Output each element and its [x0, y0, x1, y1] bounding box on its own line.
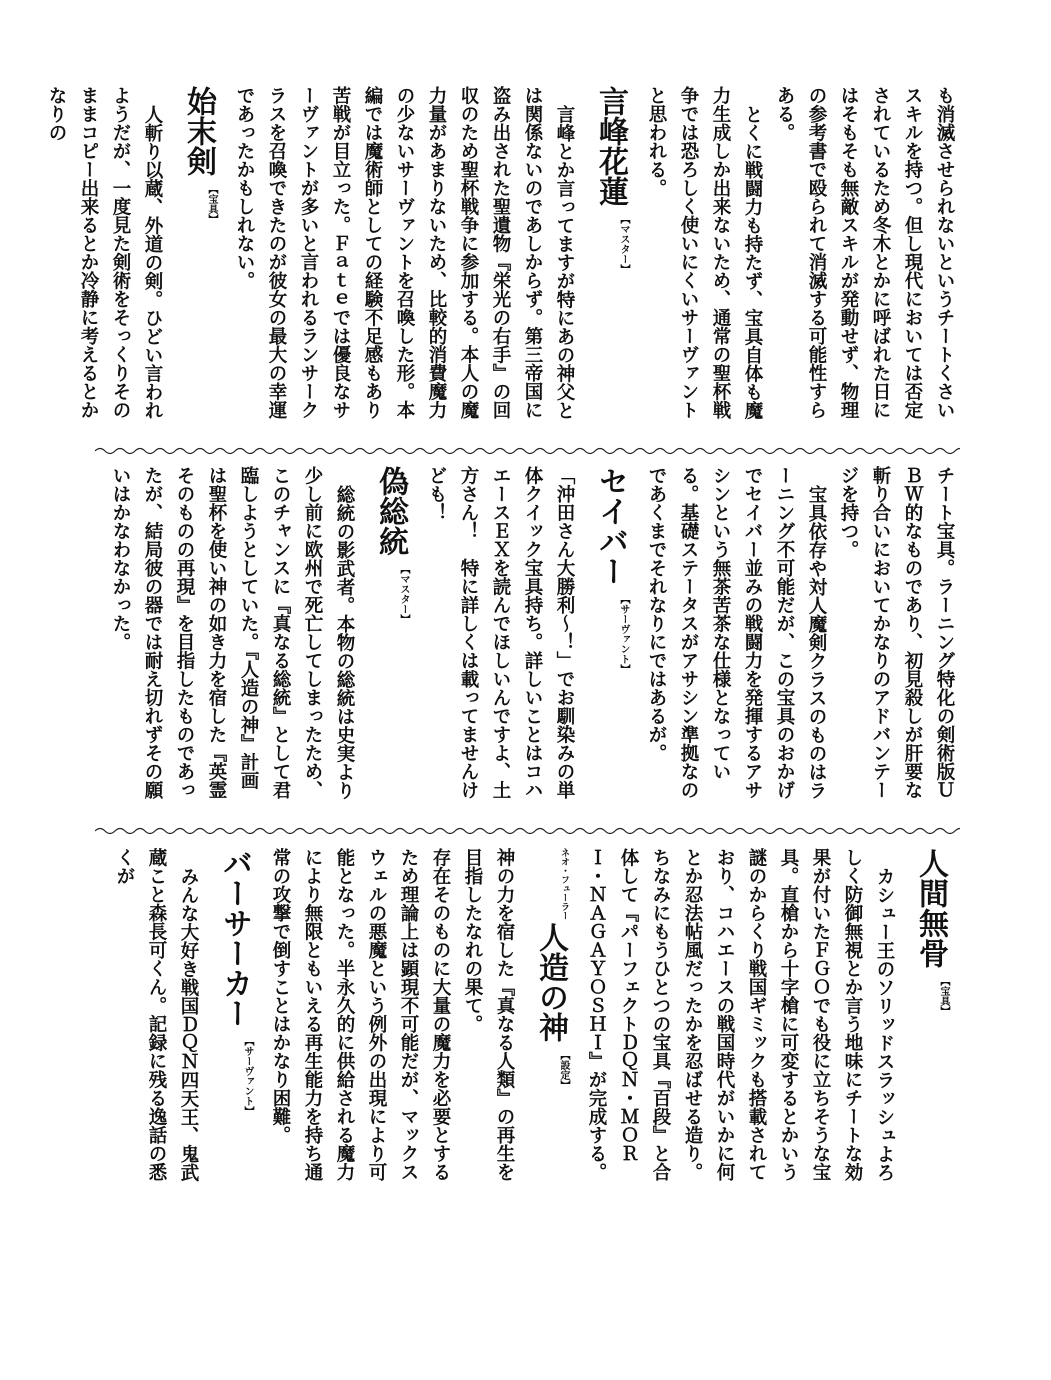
paragraph: 「沖田さん大勝利～！」でお馴染みの単体クイック宝具持ち。詳しいことはコハエースＥＸを読んでほしいんですよ、土方さん！ 特に詳しくは載ってませんけども！: [426, 466, 575, 799]
section-heading-berserker: [214, 848, 254, 1198]
tier-1-flow: [40, 86, 960, 432]
heading-tag: 【設定】: [558, 1050, 569, 1090]
heading-tag: 【マスター】: [618, 214, 629, 274]
paragraph: 言峰とか言ってますが特にあの神父とは関係ないのであしからず。第三帝国に盗み出された聖遺物『栄光の右手』の回収のため聖杯戦争に参加する。本人の魔力量があまりないため、比較的消費魔力の少ないサーヴァントを召喚した形。本編では魔術師としての経験不足感もあり苦戦が目立った。Ｆａｔｅでは優良なサーヴァントが多いと言われるランサークラスを召喚できたのが彼女の最大の幸運であったかもしれない。: [234, 86, 575, 419]
section-heading-shimatsu: [178, 86, 218, 432]
paragraph: とくに戦闘力も持たず、宝具自体も魔力生成しか出来ないため、通常の聖杯戦争では恐ろしく使いにくいサーヴァントと思われる。: [646, 86, 763, 419]
paragraph: 総統の影武者。本物の総統は史実より少し前に欧州で死亡してしまったため、このチャンスに『真なる総統』として君臨しようとしていた。『人造の神』計画は聖杯を使い神の如き力を宿した『英霊そのものの再現』を目指したものであったが、結局彼の器では耐え切れずその願いはかなわなかった。: [110, 466, 355, 799]
paragraph: みんな大好き戦国ＤＱＮ四天王、鬼武蔵こと森長可くん。記録に残る逸話の悉くが: [114, 848, 199, 1181]
section-heading-jinzou-no-kami: [530, 848, 570, 1198]
section-heading-nisesoutou: [370, 466, 410, 806]
paragraph: 宝具依存や対人魔剣クラスのものはラーニング不可能だが、この宝具のおかげでセイバー並みの戦闘力を発揮するアサシンという無茶苦茶な仕様となっている。基礎ステータスがアサシン準拠なのであくまでそれなりにではあるが。: [646, 466, 827, 799]
tier-1: [46, 86, 960, 432]
heading-title: 言峰花蓮: [593, 86, 628, 206]
heading-ruby: ネオ・フューラー: [559, 848, 569, 920]
tier-2-flow: [104, 466, 960, 806]
paragraph: 人斬り以蔵、外道の剣。ひどい言われようだが、一度見た剣術をそっくりそのままコピー出来るとか冷静に考えるとかなりの: [46, 86, 163, 419]
section-heading-kotomine: [590, 86, 630, 432]
wavy-divider: [95, 446, 960, 456]
heading-title: バーサーカー: [217, 848, 252, 1028]
paragraph: 存在そのものに大量の魔力を必要とするため理論上は顕現不可能だが、マックスウェルの悪魔という例外の出現により可能となった。半永久的に供給される魔力により無限ともいえる再生能力を持ち通常の攻撃で倒すことはかなり困難。: [270, 848, 451, 1181]
heading-tag: 【マスター】: [398, 564, 409, 624]
heading-title: 偽総統: [373, 466, 408, 556]
tier-3: [95, 848, 960, 1198]
paragraph: 神の力を宿した『真なる人類』の再生を目指したなれの果て。: [462, 848, 515, 1181]
heading-title: セイバー: [593, 466, 628, 586]
tier-2: [95, 466, 960, 806]
heading-title: 始末剣: [181, 86, 216, 176]
heading-title: 人造の神: [533, 922, 568, 1042]
paragraph: カシュー王のソリッドスラッシュよろしく防御無視とか言う地味にチートな効果が付いたＦＧＯでも役に立ちそうな宝具。直槍から十字槍に可変するとかいう謎のからくり戦国ギミックも搭載されており、コハエースの戦国時代がいかに何とか忍法帖風だったかを忍ばせる造り。ちなみにもうひとつの宝具『百段』と合体して『パーフェクトＤＱＮ・ＭＯＲＩ・ＮＡＧＡＹＯＳＨＩ』が完成する。: [586, 848, 895, 1181]
paragraph: も消滅させられないというチートくさいスキルを持つ。但し現代においては否定されているため冬木とかに呼ばれた日にはそもそも無敵スキルが発動せず、物理の参考書で殴られて消滅する可能性すらある。: [774, 86, 955, 419]
section-heading-saber: [590, 466, 630, 806]
heading-title: 人間無骨: [913, 848, 948, 968]
heading-tag: 【宝具】: [938, 976, 949, 1016]
tier-3-flow: [108, 848, 960, 1198]
heading-tag: 【サーヴァント】: [242, 1036, 253, 1116]
heading-tag: 【宝具】: [206, 184, 217, 224]
heading-tag: 【サーヴァント】: [618, 594, 629, 674]
section-heading-ningen-mukotsu: [910, 848, 950, 1198]
wavy-divider: [95, 826, 960, 836]
paragraph: チート宝具。ラーニング特化の剣術版ＵＢＷ的なものであり、初見殺しが肝要な斬り合いにおいてかなりのアドバンテージを持つ。: [838, 466, 955, 799]
